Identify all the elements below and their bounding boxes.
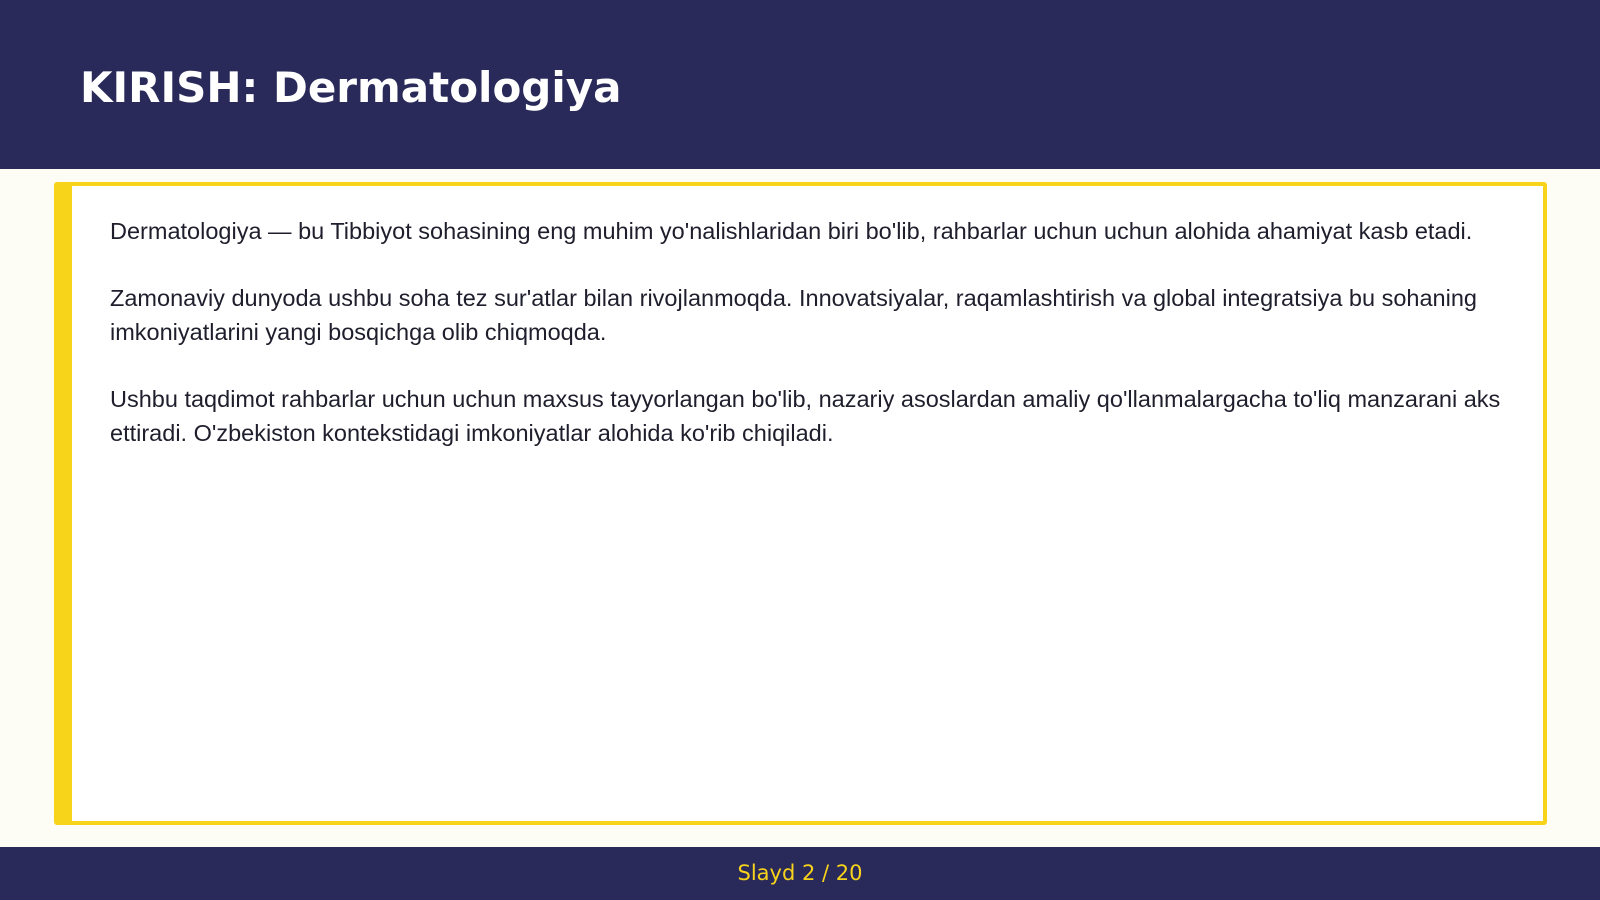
paragraph-modern-world: Zamonaviy dunyoda ushbu soha tez sur'atlar bilan rivojlanmoqda. Innovatsiyalar, raqamlashtirish va global integratsiya bu sohaning imkoniyatlarini yangi bosqichga olib chiqmoqda. xyxy=(110,285,1477,345)
slide-header xyxy=(0,0,1600,169)
content-card xyxy=(54,182,1547,825)
slide-footer xyxy=(0,847,1600,900)
slide-number: Slayd 2 / 20 xyxy=(737,861,863,885)
content-body xyxy=(110,214,1520,483)
paragraph-presentation-scope: Ushbu taqdimot rahbarlar uchun uchun maxsus tayyorlangan bo'lib, nazariy asoslardan amaliy qo'llanmalargacha to'liq manzarani aks ettiradi. O'zbekiston kontekstidagi imkoniyatlar alohida ko'rib chiqiladi. xyxy=(110,386,1501,446)
paragraph-intro: Dermatologiya — bu Tibbiyot sohasining eng muhim yo'nalishlaridan biri bo'lib, rahbarlar uchun uchun alohida ahamiyat kasb etadi. xyxy=(110,218,1473,244)
slide-title: KIRISH: Dermatologiya xyxy=(80,63,622,112)
